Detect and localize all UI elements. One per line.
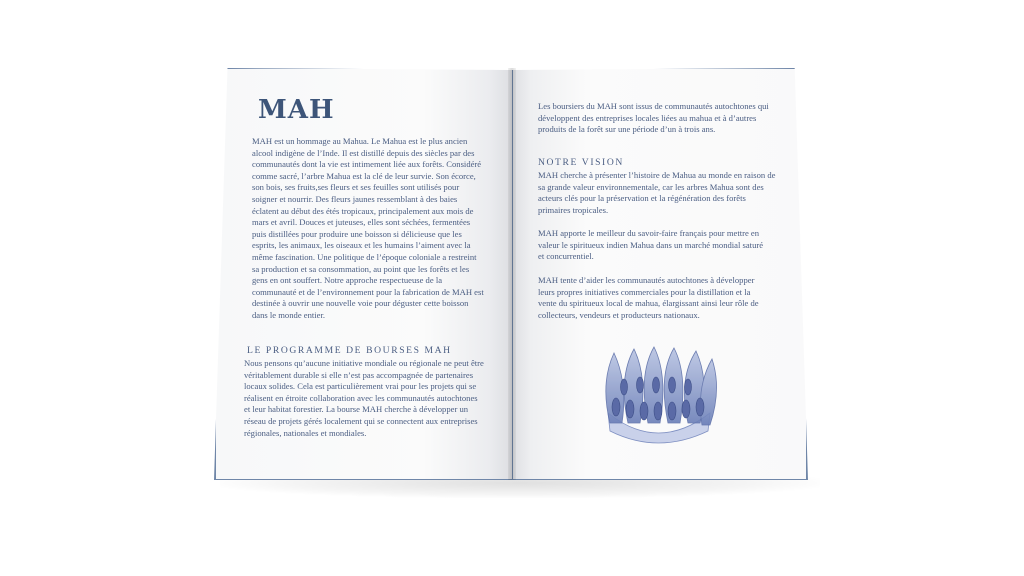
boursiers-paragraph: Les boursiers du MAH sont issus de communautés autochtones qui développent des entreprises locales liées au mahua et à d’autres produits de la forêt sur une période d’un à trois ans. bbox=[538, 101, 769, 135]
vision-heading: NOTRE VISION bbox=[538, 157, 624, 168]
vision-paragraph-1: MAH cherche à présenter l’histoire de Mahua au monde en raison de sa grande valeur environnementale, car les arbres Mahua sont des acteurs clés pour la préservation et la régénération des forêts primaires tropicales. bbox=[538, 170, 776, 215]
mahua-flower-illustration bbox=[596, 343, 722, 449]
vision-paragraph-3: MAH tente d’aider les communautés autochtones à développer leurs propres initiatives commerciales pour la distillation et la vente du spiritueux local de mahua, élargissant ainsi leur rôle de collecteurs, vendeurs et producteurs nationaux. bbox=[538, 275, 759, 320]
vision-paragraph-2: MAH apporte le meilleur du savoir-faire français pour mettre en valeur le spiritueux indien Mahua dans un marché mondial saturé et concurrentiel. bbox=[538, 228, 764, 262]
intro-paragraph: MAH est un hommage au Mahua. Le Mahua est le plus ancien alcool indigène de l’Inde. Il est distillé depuis des siècles par des communautés dont la vie est intimement liée aux forêts. Considéré comme sacré, l’arbre Mahua est la clé de leur survie. Son écorce, son bois, ses fruits,ses fleurs et ses feuilles sont utilisés pour soigner et nourrir. Des fleurs jaunes ressemblant à des baies éclatent au début des étés tropicaux, principalement aux mois de mars et avril. Douces et juteuses, elles sont séchées, fermentées puis distillées pour produire une boisson si délicieuse que les esprits, les animaux, les oiseaux et les humains l’aiment avec la même fascination. Une politique de l’époque coloniale a restreint sa production et sa consommation, au point que les forêts et les gens en ont souffert. Notre approche respectueuse de la communauté et de l’environnement pour la fabrication de MAH est destinée à ouvrir une nouvelle voie pour déguster cette boisson dans le monde entier. bbox=[252, 136, 484, 320]
bourses-paragraph: Nous pensons qu’aucune initiative mondiale ou régionale ne peut être véritablement durable si elle n’est pas accompagnée de partenaires locaux solides. Cela est particulièrement vrai pour les projets qui se réalisent en étroite collaboration avec les communautés autochtones et leur habitat forestier. La bourse MAH cherche à développer un réseau de projets gérés localement qui se connectent aux entreprises régionales, nationales et mondiales. bbox=[244, 358, 484, 438]
book-spine bbox=[508, 68, 516, 480]
mah-logo: MAH bbox=[258, 95, 335, 125]
bourses-heading: LE PROGRAMME DE BOURSES MAH bbox=[247, 345, 452, 356]
